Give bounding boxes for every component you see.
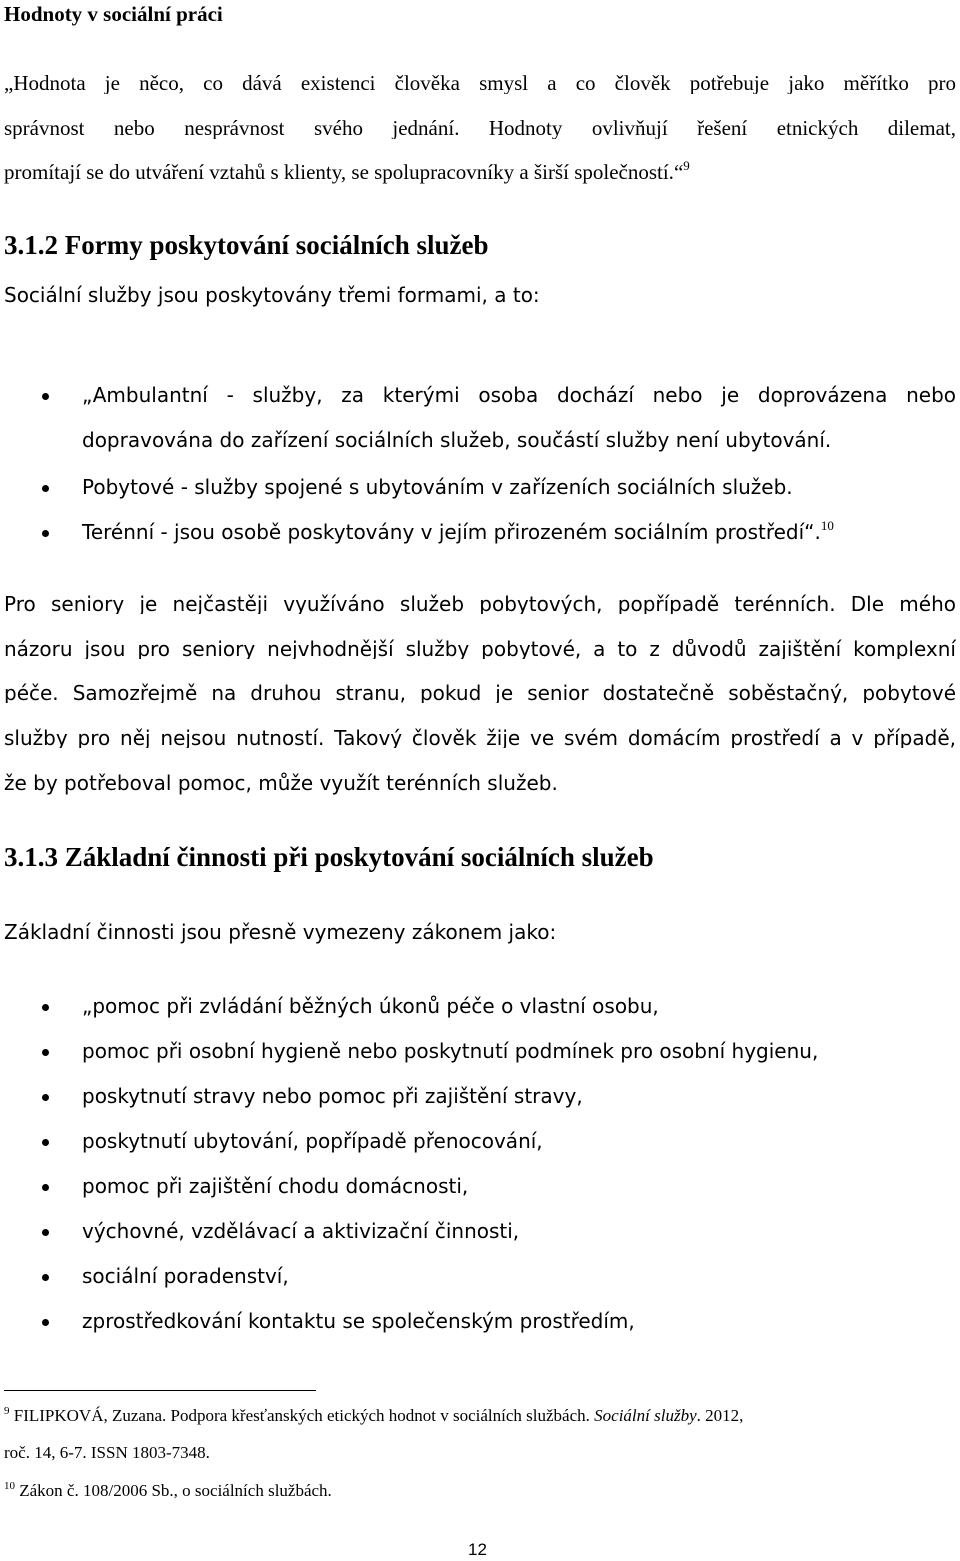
activity-item: pomoc při osobní hygieně nebo poskytnutí podmínek pro osobní hygienu, [82,1039,819,1063]
footnote-text-after: . 2012, [696,1406,744,1425]
footnote-separator [4,1390,316,1391]
section-title: Hodnoty v sociální práci [4,2,223,26]
quote-line: „Hodnota je něco, co dává existenci člověka smysl a co člověk potřebuje jako měřítko pro [4,73,956,94]
paragraph-line: názoru jsou pro seniory nejvhodnější služby pobytové, a to z důvodů zajištění komplexní [4,639,956,659]
footnote-number: 10 [4,1480,15,1492]
bullet-dot [42,1094,49,1101]
bullet-item [82,520,834,544]
activity-item: sociální poradenství, [82,1264,289,1288]
bullet-dot [42,393,49,400]
paragraph-line: služby pro něj nejsou nutností. Takový člověk žije ve svém domácím prostředí a v případě, [4,728,956,748]
quote-text: promítají se do utváření vztahů s klienty, se spolupracovníky a širší společností. [4,160,674,184]
activity-item: „pomoc při zvládání běžných úkonů péče o vlastní osobu, [82,994,659,1018]
activity-item: poskytnutí ubytování, popřípadě přenocování, [82,1129,543,1153]
bullet-dot [42,1049,49,1056]
bullet-dot [42,1274,49,1281]
footnote-text: Zákon č. 108/2006 Sb., o sociálních službách. [19,1481,332,1500]
footnote-9 [4,1406,743,1426]
activity-item: výchovné, vzdělávací a aktivizační činnosti, [82,1219,520,1243]
page-number: 12 [468,1540,487,1559]
paragraph-line: Pro seniory je nejčastěji využíváno služeb pobytových, popřípadě terénních. Dle mého [4,594,956,614]
footnote-journal: Sociální služby [594,1406,697,1425]
bullet-item: „Ambulantní - služby, za kterými osoba dochází nebo je doprovázena nebo [82,383,956,407]
activities-intro: Základní činnosti jsou přesně vymezeny zákonem jako: [4,920,557,944]
bullet-dot [42,1319,49,1326]
footnote-ref: 10 [820,518,834,533]
footnote-ref: 9 [683,158,690,173]
bullet-dot [42,530,49,537]
bullet-item: Pobytové - služby spojené s ubytováním v zařízeních sociálních služeb. [82,475,793,499]
footnote-10 [4,1481,332,1501]
heading-forms: 3.1.2 Formy poskytování sociálních služeb [4,230,489,260]
bullet-item-continuation: dopravována do zařízení sociálních služeb, součástí služby není ubytování. [82,428,832,452]
bullet-dot [42,485,49,492]
paragraph-line: péče. Samozřejmě na druhou stranu, pokud je senior dostatečně soběstačný, pobytové [4,683,956,703]
bullet-dot [42,1139,49,1146]
footnote-number: 9 [4,1405,10,1417]
paragraph-line: že by potřeboval pomoc, může využít terénních služeb. [4,771,558,795]
activity-item: zprostředkování kontaktu se společenským prostředím, [82,1309,635,1333]
quote-line: správnost nebo nesprávnost svého jednání. Hodnoty ovlivňují řešení etnických dilemat, [4,118,956,139]
bullet-dot [42,1004,49,1011]
activity-item: pomoc při zajištění chodu domácnosti, [82,1174,469,1198]
bullet-text: Terénní - jsou osobě poskytovány v jejím přirozeném sociálním prostředí“. [82,520,821,544]
footnote-9-continuation: roč. 14, 6-7. ISSN 1803-7348. [4,1443,210,1462]
footnote-text: FILIPKOVÁ, Zuzana. Podpora křesťanských etických hodnot v sociálních službách. [13,1406,595,1425]
activity-item: poskytnutí stravy nebo pomoc při zajištění stravy, [82,1084,583,1108]
quote-line-last: promítají se do utváření vztahů s klienty, se spolupracovníky a širší společností.“$^9$ [4,158,690,184]
bullet-dot [42,1184,49,1191]
bullet-dot [42,1229,49,1236]
heading-activities: 3.1.3 Základní činnosti při poskytování sociálních služeb [4,842,654,872]
forms-intro: Sociální služby jsou poskytovány třemi formami, a to: [4,283,540,307]
